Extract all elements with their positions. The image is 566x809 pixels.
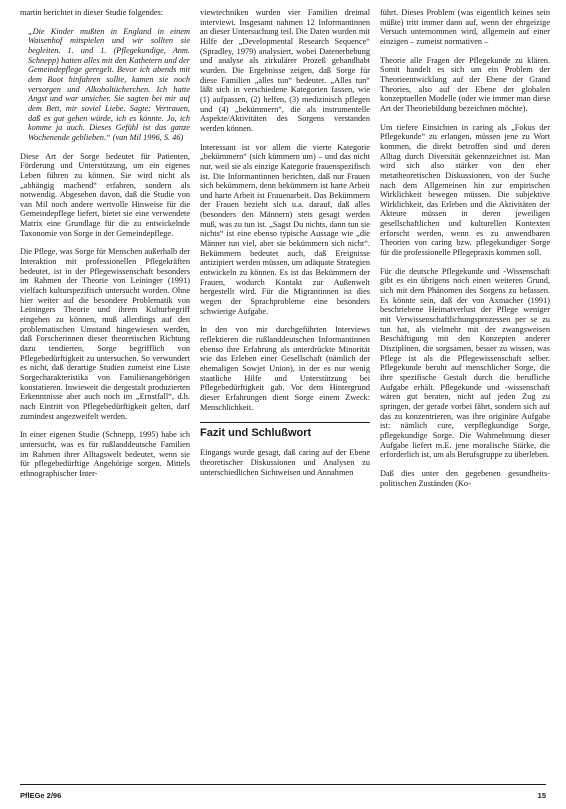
- page-footer: [20, 784, 546, 800]
- paragraph: führt. Dieses Problem (was eigentlich keines sein müßte) tritt immer dann auf, wenn der ehrgeizige Versuch unternommen wird, allgemein auf einer einzigen – zumeist normativen –: [380, 8, 550, 46]
- paragraph: Daß dies unter den gegebenen gesundheits-politischen Zuständen (Ko-: [380, 468, 550, 488]
- paragraph: In einer eigenen Studie (Schnepp, 1995) habe ich untersucht, was es für rußlanddeutsche Familien im Rahmen ihrer Alltagswelt bedeutet, wenn sie für pflegebedürftige Angehörige sorgen. Mittels ethnographischer Inter-: [20, 430, 190, 478]
- journal-name: PflEGe 2/96: [20, 791, 62, 800]
- text-column-middle: [200, 8, 370, 780]
- section-heading: Fazit und Schlußwort: [200, 422, 370, 440]
- paragraph: In den von mir durchgeführten Interviews reflektieren die rußlanddeutschen Informantinnen ebenso ihre Erfahrung als unterdrückte Minorität wie das Erleben einer Gesellschaft (nämlich der ehemaligen Sowjet Union), in der es nur wenig staatliche Hilfe und Unterstützung bei Pflegebedürftigkeit gab. Vor dem Hintergrund dieser Erfahrungen dient Sorge einem Zweck: Menschlichkeit.: [200, 325, 370, 412]
- paragraph: Interessant ist vor allem die vierte Kategorie „bekümmern“ (sich kümmern um) – und das nicht nur, weil sie als einzige Kategorie frauenspezifisch ist. Die Informantinnen berichten, daß nur Frauen sich bekümmern, denn bekümmern ist harte Arbeit und harte Arbeit ist Frauenarbeit. Das Bekümmern der Frauen bezieht sich u.a. darauf, daß alles (besonders den Männern) stets gesagt werden muß, was zu tun ist. „Sagst Du nichts, dann tun sie nichts“ ist eine ebenso typische Aussage wie „die Männer tun viel, aber sie bekümmern sich nicht“. Bekümmern bedeutet auch, daß Ereignisse antizipiert werden müssen, um adäquate Strategien entwickeln zu können. Es ist das Bekümmern der Frauen, wodurch Kontakt zur Außenwelt hergestellt wird. Für die Migrantinnen ist dies wegen der Sprachprobleme eine besonders schwierige Aufgabe.: [200, 142, 370, 316]
- paragraph: martin berichtet in dieser Studie folgendes:: [20, 8, 164, 17]
- middle-column-continuation: [200, 448, 370, 477]
- paragraph: Diese Art der Sorge bedeutet für Patienten, Förderung und Unterstützung, um ein eigenes Leben führen zu können. Sie wird nicht als „abhängig machend“ erfahren, sondern als notwendig. Abgesehen davon, daß die Studie von van Mil noch andere wertvolle Hinweise für die Gemeindepflege liefert, bietet sie eine verwendete Matrix eine Grundlage für die zu entwickelnde Taxonomie von Sorge in der Gemeindepflege.: [20, 151, 190, 238]
- paragraph: Für die deutsche Pflegekunde und -Wissenschaft gibt es ein übrigens noch einen weiteren Grund, sich mit dem Phänomen des Sorgens zu befassen. Es könnte sein, daß der von Axmacher (1991) beschriebene Heimatverlust der Pflege weniger mit Verwissenschaftlichungsprozessen per se zu tun hat, als vielmehr mit der zwangsweisen Beschäftigung mit den Konzepten anderer Disziplinen, die sorgsamen, besser zu wissen, was Pflege ist als die Pflegewissenschaft selber. Pflegekunde beruht auf menschlicher Sorge, die ihre spezifische Gestalt durch die berufliche Aufgabe erhält. Pflegekunde und -wissenschaft wären gut beraten, nicht auf jeden Zug zu springen, der gerade vorbei fährt, sondern sich auf das zu konzentrieren, was ihre originäre Aufgabe ist: nämlich cure, verpflegkundige Sorge, pflegekundige Sorge. Die Wahrnehmung dieser Aufgabe liefert m.E. jene moralische Stärke, die erforderlich ist, um als Berufsgruppe zu überleben.: [380, 266, 550, 460]
- page-number: 15: [537, 791, 546, 800]
- paragraph: „Die Kinder mußten in England in einem Waisenhof mitspielen und wir sollten sie begleiten. 1. und 1. (Pflegekundige, Anm. Schnepp) hatten alles mit den Kathetern und der Gemeindepflege geregelt. Bevor ich abends mit dem Boot hinfahren sollte, kamen sie noch versorgen und Alkoholtücherchen. Ich hatte Angst und war unsicher. Sie sagten bei mir auf dem Bett, mir soviel Liebe. Sagte: Vertrauen, daß es gut gehen würde, ich es könnte. Jo, ich komme ja auch. Dieses Gefühl ist das ganze Wochenende geblieben.“ (van Mil 1996, S. 46): [28, 26, 190, 142]
- text-column-right: [380, 8, 550, 780]
- text-column-left: [20, 8, 190, 780]
- paragraph: Die Pflege, was Sorge für Menschen außerhalb der Interaktion mit professionellen Pflegekräften bedeutet, ist in der Pflegewissenschaft besonders im Rahmen der Theorie von Leininger (1991) vielfach kulturspezifisch untersucht worden. Ohne hier weiter auf die besondere Problematik von Leiningers Theorie und ihrem Kulturbegriff eingehen zu können, muß allerdings auf den problematischen Umstand hingewiesen werden, daß Forscherinnen dieser theoretischen Richtung dazu tendierten, Sorge begrifflich von Pflegebedürftigkeit zu untersuchen. So verwundert es nicht, daß derartige Studien zumeist eine Liste Sorgecharakteristika von Familienangehörigen konstatieren. Inwieweit die dergestalt produzierten Erkenntnisse aber auch noch im „Ernstfall“, d.h. nach Eintritt von Pflegebedürftigkeit gelten, darf zumindest angezweifelt werden.: [20, 247, 190, 421]
- middle-column-body: [200, 8, 370, 412]
- paragraph: Theorie alle Fragen der Pflegekunde zu klären. Somit handelt es sich um ein Problem der Theorieentwicklung auf der Ebene der Grand Theories, also auf der Ebene der globalen konzeptuellen Modelle (oder wie immer man diese Art der Theoriebildung bezeichnen möchte).: [380, 55, 550, 113]
- paragraph: Eingangs wurde gesagt, daß caring auf der Ebene theoretischer Diskussionen und Analysen zu unterschiedlichen Sichtweisen und Annahmen: [200, 448, 370, 477]
- paragraph: Um tiefere Einsichten in caring als „Fokus der Pflegekunde“ zu erlangen, müssen jene zu Wort kommen, die direkt betroffen sind und deren Alltag durch Diversität gekennzeichnet ist. Man wird sich also stärker von den eher metatheoretischen Diskussionen, von der Suche nach dem Allgemeinen hin zur empirischen Wirklichkeit bewegen müssen. Die subjektive Wirklichkeit, das Erleben und die Aktivitäten der Akteure müssen in deren jeweiligen gesellschaftlichen und kulturellen Kontexten erforscht werden, wenn es zu anwendbaren Theorien von caring bzw. pflegekundiger Sorge für die professionelle Pflegepraxis kommen soll.: [380, 122, 550, 258]
- paragraph: viewtechniken wurden vier Familien dreimal interviewt. Insgesamt nahmen 12 Informantinnen an dieser Untersuchung teil. Die Daten wurden mit Hilfe der „Developmental Research Sequence“ (Spradley, 1979) analysiert, wobei Datenerhebung und analyse als zirkulärer Prozeß gehandhabt wurden. Die Ergebnisse zeigen, daß Sorge für diese Familien „alles tun“ bedeutet. „Alles tun“ läßt sich in verschiedene Kategorien fassen, wie (1) aufpassen, (2) helfen, (3) medizinisch pflegen und (4) „bekümmern“, die als instrumentelle Aspekte/Aktivitäten des Sorgens verstanden werden können.: [200, 8, 370, 133]
